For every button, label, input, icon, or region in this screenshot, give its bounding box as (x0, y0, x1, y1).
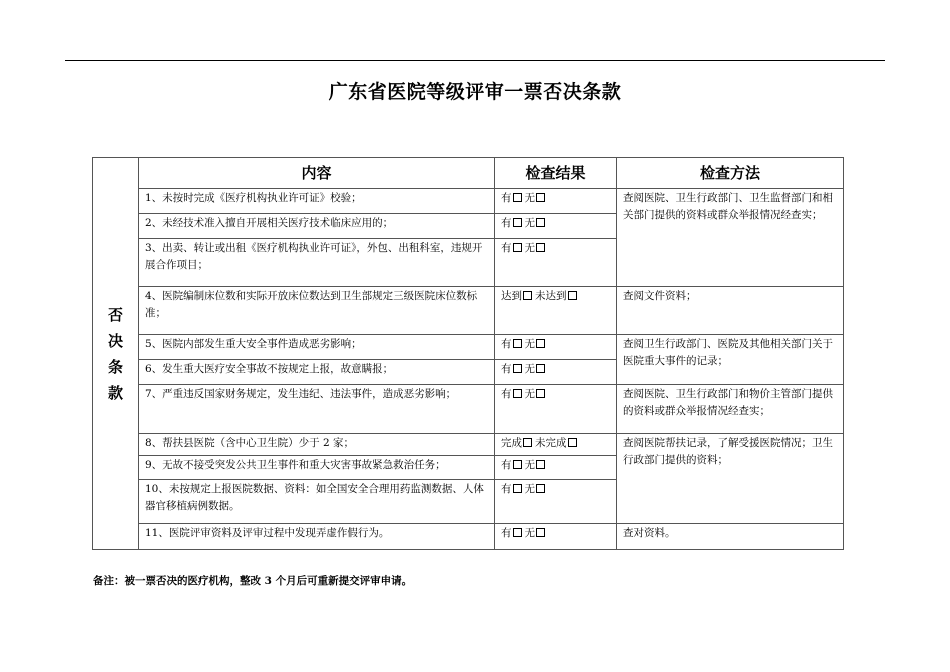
checkbox-reached[interactable] (523, 291, 532, 300)
row-content: 6、发生重大医疗安全事故不按规定上报，故意瞒报； (139, 360, 495, 385)
checkbox-no[interactable] (536, 528, 545, 537)
row-content: 4、医院编制床位数和实际开放床位数达到卫生部规定三级医院床位数标准； (139, 287, 495, 335)
checkbox-no[interactable] (536, 243, 545, 252)
row-content: 1、未按时完成《医疗机构执业许可证》校验； (139, 189, 495, 214)
option-label: 无 (524, 242, 535, 254)
option-label: 无 (524, 192, 535, 204)
option-label: 无 (524, 338, 535, 350)
row-result (495, 287, 617, 335)
checkbox-yes[interactable] (513, 218, 522, 227)
row-result (495, 456, 617, 480)
veto-clauses-table (92, 157, 844, 550)
option-label: 有 (501, 527, 512, 539)
option-label: 无 (524, 363, 535, 375)
checkbox-yes[interactable] (513, 528, 522, 537)
row-content: 5、医院内部发生重大安全事件造成恶劣影响； (139, 335, 495, 360)
row-result (495, 189, 617, 214)
table-row (93, 434, 844, 456)
checkbox-no[interactable] (536, 218, 545, 227)
row-content: 11、医院评审资料及评审过程中发现弄虚作假行为。 (139, 524, 495, 550)
side-label: 否决条款 (107, 305, 123, 402)
checkbox-no[interactable] (536, 364, 545, 373)
option-label: 有 (501, 192, 512, 204)
checkbox-yes[interactable] (513, 339, 522, 348)
row-result (495, 360, 617, 385)
checkbox-no[interactable] (536, 460, 545, 469)
option-label: 无 (524, 527, 535, 539)
row-result (495, 524, 617, 550)
top-rule (65, 60, 885, 61)
row-method: 查阅医院、卫生行政部门、卫生监督部门和相关部门提供的资料或群众举报情况经查实； (617, 189, 844, 287)
checkbox-yes[interactable] (513, 364, 522, 373)
option-label: 无 (524, 217, 535, 229)
row-result (495, 335, 617, 360)
option-label: 无 (524, 388, 535, 400)
table-header-row (93, 158, 844, 189)
row-content: 10、未按规定上报医院数据、资料：如全国安全合理用药监测数据、人体器官移植病例数据。 (139, 480, 495, 524)
option-label: 未完成 (535, 437, 567, 449)
option-label: 有 (501, 242, 512, 254)
option-label: 有 (501, 483, 512, 495)
table-row (93, 189, 844, 214)
checkbox-no[interactable] (536, 484, 545, 493)
table-row (93, 335, 844, 360)
checkbox-not-done[interactable] (568, 438, 577, 447)
row-result (495, 239, 617, 287)
row-result (495, 434, 617, 456)
row-content: 3、出卖、转让或出租《医疗机构执业许可证》，外包、出租科室，违规开展合作项目； (139, 239, 495, 287)
table-row (93, 524, 844, 550)
row-result (495, 385, 617, 434)
row-method: 查阅医院、卫生行政部门和物价主管部门提供的资料或群众举报情况经查实； (617, 385, 844, 434)
header-method: 检查方法 (617, 158, 844, 189)
option-label: 有 (501, 338, 512, 350)
row-content: 7、严重违反国家财务规定，发生违纪、违法事件，造成恶劣影响； (139, 385, 495, 434)
option-label: 无 (524, 483, 535, 495)
row-result (495, 480, 617, 524)
row-content: 9、无故不接受突发公共卫生事件和重大灾害事故紧急救治任务； (139, 456, 495, 480)
row-method: 查阅文件资料； (617, 287, 844, 335)
table-row (93, 385, 844, 434)
option-label: 未达到 (535, 290, 567, 302)
header-result: 检查结果 (495, 158, 617, 189)
table-row (93, 287, 844, 335)
option-label: 无 (524, 459, 535, 471)
checkbox-yes[interactable] (513, 389, 522, 398)
checkbox-yes[interactable] (513, 460, 522, 469)
checkbox-yes[interactable] (513, 193, 522, 202)
option-label: 有 (501, 388, 512, 400)
row-content: 2、未经技术准入擅自开展相关医疗技术临床应用的； (139, 214, 495, 239)
row-content: 8、帮扶县医院（含中心卫生院）少于 2 家； (139, 434, 495, 456)
row-method: 查对资料。 (617, 524, 844, 550)
checkbox-done[interactable] (523, 438, 532, 447)
header-content: 内容 (139, 158, 495, 189)
checkbox-no[interactable] (536, 389, 545, 398)
checkbox-no[interactable] (536, 339, 545, 348)
row-result (495, 214, 617, 239)
option-label: 有 (501, 217, 512, 229)
checkbox-yes[interactable] (513, 484, 522, 493)
option-label: 达到 (501, 290, 522, 302)
row-method: 查阅医院帮扶记录，了解受援医院情况；卫生行政部门提供的资料； (617, 434, 844, 524)
footnote: 备注：被一票否决的医疗机构，整改 3 个月后可重新提交评审申请。 (93, 575, 413, 587)
checkbox-yes[interactable] (513, 243, 522, 252)
row-method: 查阅卫生行政部门、医院及其他相关部门关于医院重大事件的记录； (617, 335, 844, 385)
option-label: 有 (501, 459, 512, 471)
side-label-cell (93, 158, 139, 550)
option-label: 有 (501, 363, 512, 375)
checkbox-not-reached[interactable] (568, 291, 577, 300)
document-title: 广东省医院等级评审一票否决条款 (328, 81, 622, 103)
checkbox-no[interactable] (536, 193, 545, 202)
option-label: 完成 (501, 437, 522, 449)
